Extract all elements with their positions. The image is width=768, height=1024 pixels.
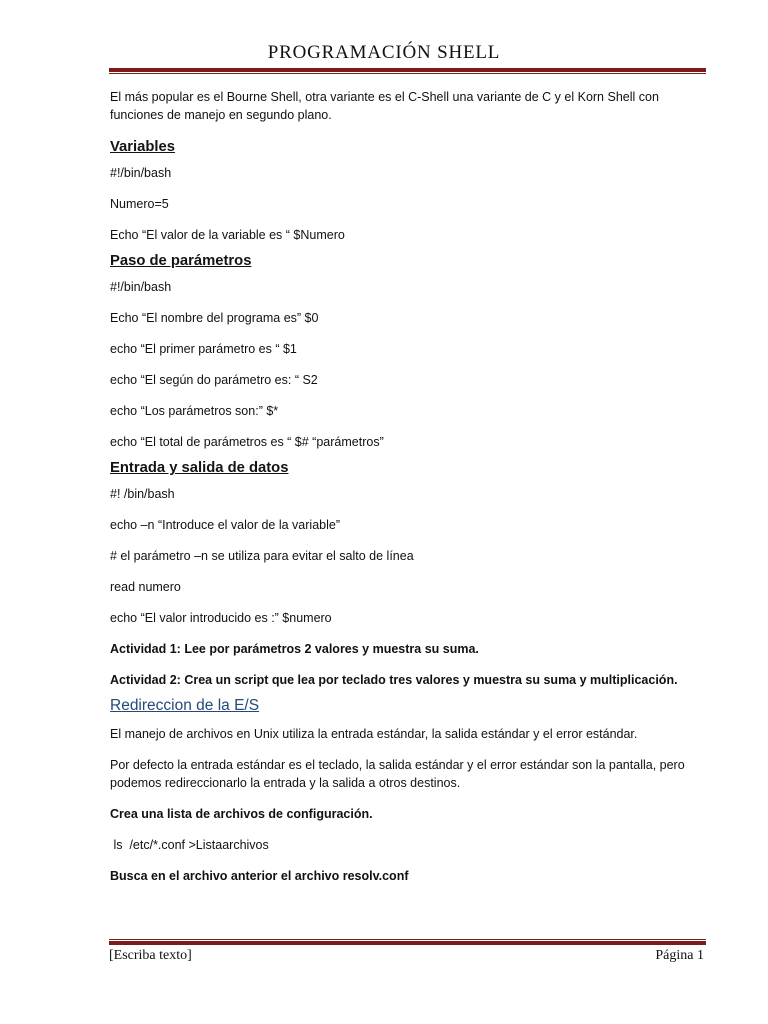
activity-2: Actividad 2: Crea un script que lea por teclado tres valores y muestra su suma y multiplicación. bbox=[110, 673, 678, 687]
footer-rule bbox=[109, 939, 706, 945]
task-1: Crea una lista de archivos de configuración. bbox=[110, 807, 373, 821]
code-line: echo “El primer parámetro es “ $1 bbox=[110, 342, 297, 356]
code-line: Numero=5 bbox=[110, 197, 169, 211]
task-2: Busca en el archivo anterior el archivo resolv.conf bbox=[110, 869, 409, 883]
code-line: #!/bin/bash bbox=[110, 166, 172, 180]
section-title-entrada-salida: Entrada y salida de datos bbox=[110, 460, 289, 476]
code-line: #! /bin/bash bbox=[110, 487, 175, 501]
code-line: Echo “El nombre del programa es” $0 bbox=[110, 311, 319, 325]
code-line: #!/bin/bash bbox=[110, 280, 172, 294]
section-title-parametros: Paso de parámetros bbox=[110, 253, 252, 269]
code-line: Echo “El valor de la variable es “ $Numero bbox=[110, 228, 345, 242]
code-line: echo “El según do parámetro es: “ S2 bbox=[110, 373, 318, 387]
header-rule bbox=[109, 68, 706, 74]
code-line: # el parámetro –n se utiliza para evitar el salto de línea bbox=[110, 549, 414, 563]
section-title-redireccion: Redireccion de la E/S bbox=[110, 697, 260, 714]
section-title-variables: Variables bbox=[110, 139, 175, 155]
activity-1: Actividad 1: Lee por parámetros 2 valores y muestra su suma. bbox=[110, 642, 479, 656]
footer-placeholder-text: [Escriba texto] bbox=[109, 948, 192, 963]
code-line: echo “El valor introducido es :” $numero bbox=[110, 611, 332, 625]
intro-paragraph: El más popular es el Bourne Shell, otra variante es el C-Shell una variante de C y el Korn Shell con funciones de manejo en segundo plano. bbox=[110, 90, 659, 122]
redir-paragraph-1: El manejo de archivos en Unix utiliza la entrada estándar, la salida estándar y el error estándar. bbox=[110, 727, 638, 741]
code-line: read numero bbox=[110, 580, 181, 594]
command-line: ls /etc/*.conf >Listaarchivos bbox=[110, 838, 269, 852]
page-title: PROGRAMACIÓN SHELL bbox=[267, 42, 501, 63]
code-line: echo “El total de parámetros es “ $# “parámetros” bbox=[110, 435, 384, 449]
page-number: Página 1 bbox=[655, 948, 704, 963]
document-body bbox=[110, 88, 710, 898]
code-line: echo –n “Introduce el valor de la variable” bbox=[110, 518, 340, 532]
redir-paragraph-2: Por defecto la entrada estándar es el teclado, la salida estándar y el error estándar son la pantalla, pero podemos redireccionarlo la entrada y la salida a otros destinos. bbox=[110, 758, 685, 790]
code-line: echo “Los parámetros son:” $* bbox=[110, 404, 279, 418]
